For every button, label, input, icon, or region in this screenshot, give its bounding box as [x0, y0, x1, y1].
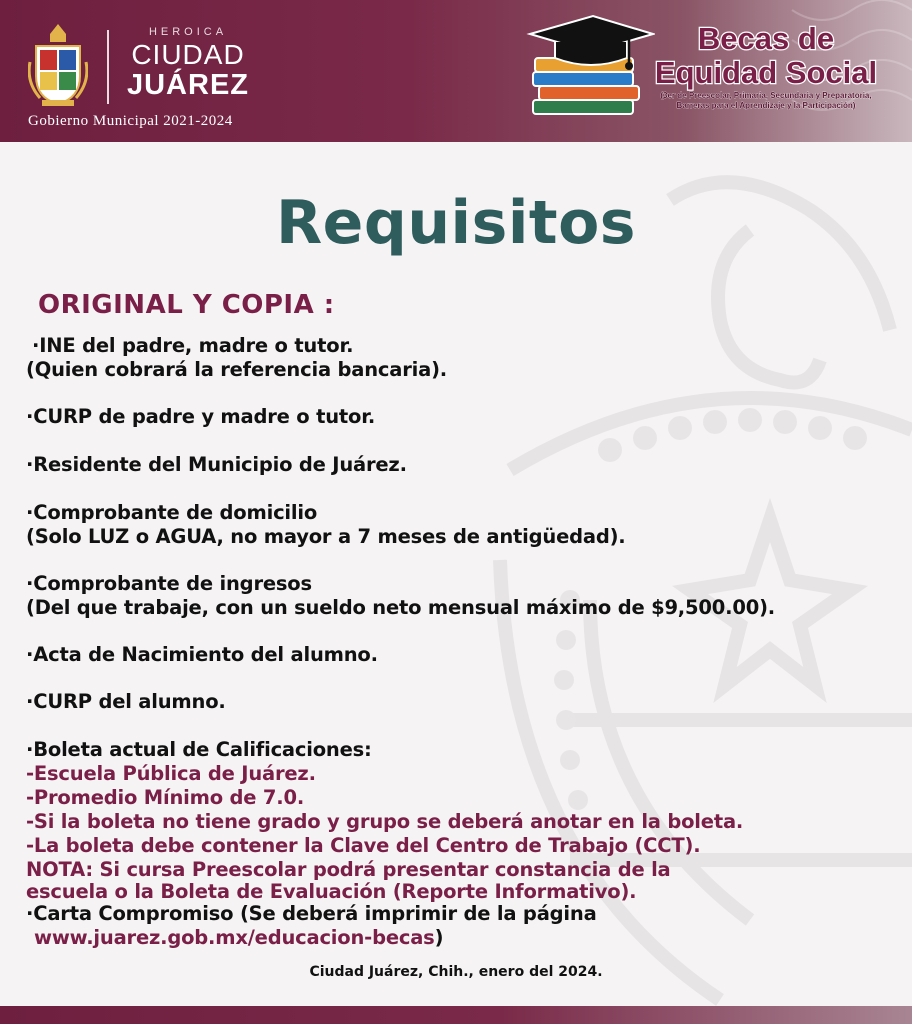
req-ine: ·INE del padre, madre o tutor.: [32, 334, 354, 357]
ciudad-label: CIUDAD: [131, 39, 245, 70]
req-ine-note: (Quien cobrará la referencia bancaria).: [26, 358, 448, 381]
boleta-note-promedio: -Promedio Mínimo de 7.0.: [26, 786, 305, 809]
city-wordmark: [118, 26, 258, 100]
req-carta-compromiso: ·Carta Compromiso (Se deberá imprimir de la página: [26, 902, 597, 925]
program-subtitle-line1: (3er de Preescolar, Primaria, Secundaria y Preparatoria,: [660, 91, 872, 100]
city-crest-logo: [28, 22, 88, 108]
req-boleta: ·Boleta actual de Calificaciones:: [26, 738, 372, 761]
boleta-nota-line2: escuela o la Boleta de Evaluación (Reporte Informativo).: [26, 880, 637, 903]
req-comprobante-domicilio: ·Comprobante de domicilio: [26, 501, 318, 524]
req-ingresos-note: (Del que trabaje, con un sueldo neto mensual máximo de $9,500.00).: [26, 596, 775, 619]
footer-date: Ciudad Juárez, Chih., enero del 2024.: [309, 964, 603, 980]
program-title-line1: Becas de: [697, 21, 835, 56]
program-subtitle-line2: Barreras para el Aprendizaje y la Participación): [676, 101, 856, 110]
req-comprobante-ingresos: ·Comprobante de ingresos: [26, 572, 312, 595]
bottom-bar: [0, 1006, 912, 1024]
req-acta-nacimiento: ·Acta de Nacimiento del alumno.: [26, 643, 378, 666]
original-copia-heading: ORIGINAL Y COPIA :: [38, 290, 335, 320]
boleta-nota-line1: NOTA: Si cursa Preescolar podrá presentar constancia de la: [26, 858, 671, 881]
header-divider: [107, 30, 109, 104]
becas-url-link[interactable]: www.juarez.gob.mx/educacion-becas: [34, 926, 435, 949]
req-residente: ·Residente del Municipio de Juárez.: [26, 453, 407, 476]
carta-url-line: [34, 926, 443, 949]
boleta-note-cct: -La boleta debe contener la Clave del Centro de Trabajo (CCT).: [26, 834, 701, 857]
program-title-line2: Equidad Social: [654, 55, 878, 90]
req-curp-padres: ·CURP de padre y madre o tutor.: [26, 405, 376, 428]
juarez-label: JUÁREZ: [126, 69, 249, 101]
req-domicilio-note: (Solo LUZ o AGUA, no mayor a 7 meses de antigüedad).: [26, 525, 626, 548]
page-title: Requisitos: [275, 188, 637, 258]
boleta-note-escuela: -Escuela Pública de Juárez.: [26, 762, 316, 785]
boleta-note-grado: -Si la boleta no tiene grado y grupo se deberá anotar en la boleta.: [26, 810, 744, 833]
header-banner: [0, 0, 912, 142]
carta-close-paren: ): [434, 926, 444, 949]
req-curp-alumno: ·CURP del alumno.: [26, 690, 226, 713]
heroica-label: HEROICA: [148, 26, 228, 38]
gobierno-municipal-label: Gobierno Municipal 2021-2024: [28, 113, 233, 129]
program-logo: [636, 22, 896, 118]
